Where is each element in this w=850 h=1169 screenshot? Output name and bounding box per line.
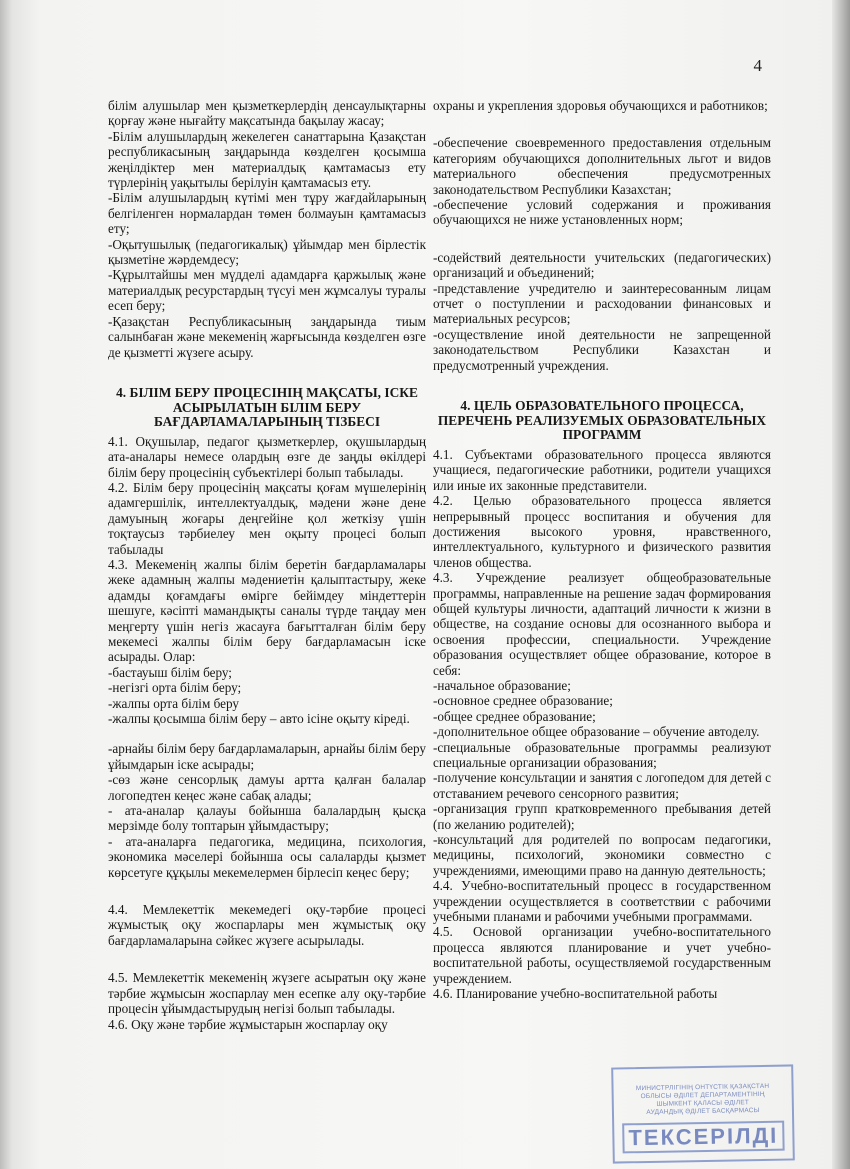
paragraph: -Қазақстан Республикасының заңдарында тиым салынбаған және мекеменің жарғысында көзделген өзге де қызметті жүзеге асыру. bbox=[108, 313, 426, 360]
paragraph: -осуществление иной деятельности не запрещенной законодательством Республики Казахстан и предусмотренный учреждения. bbox=[433, 326, 771, 373]
paragraph: 4.3. Учреждение реализует общеобразовательные программы, направленные на решение задач формирования общей культуры личности, адаптаций личности к жизни в обществе, на создание основы для осознанного выбора и освоения профессии, специальности. Учреждение образования осуществляет общее образование, которое в себя: bbox=[433, 570, 771, 678]
list-item: - ата-аналар қалауы бойынша балалардың қысқа мерзімде болу топтарын ұйымдастыру; bbox=[108, 803, 426, 834]
paragraph: -обеспечение условий содержания и проживания обучающихся не ниже установленных норм; bbox=[433, 197, 771, 228]
list-item: -бастауыш білім беру; bbox=[108, 664, 232, 680]
paragraph: -содействий деятельности учительских (педагогических) организаций и объединений; bbox=[433, 249, 771, 281]
list-item: -организация групп кратковременного пребывания детей (по желанию родителей); bbox=[433, 801, 771, 832]
paragraph: -обеспечение своевременного предоставления отдельным категориям обучающихся дополнительных льгот и видов материального обеспечения предусмотренных законодательством Республики Казахстан; bbox=[433, 135, 771, 197]
page-edge-shadow bbox=[832, 0, 850, 1169]
list-item: -начальное образование; bbox=[433, 677, 571, 693]
right-column-russian bbox=[433, 98, 771, 1002]
list-item: -жалпы қосымша білім беру – авто ісіне оқыту кіреді. bbox=[108, 711, 410, 726]
paragraph: 4.1. Субъектами образовательного процесса являются учащиеся, педагогические работники, родители учащихся или иные их законные представители. bbox=[433, 446, 771, 493]
list-item: -арнайы білім беру бағдарламаларын, арнайы білім беру ұйымдарын іске асырады; bbox=[108, 741, 426, 772]
paragraph: охраны и укрепления здоровья обучающихся и работников; bbox=[433, 98, 768, 113]
paragraph: 4.5. Мемлекеттік мекеменің жүзеге асыратын оқу және тәрбие жұмысын жоспарлау мен есепке алу оқу-тәрбие процесін ұйымдастырудың негізі болып табылады. bbox=[108, 970, 426, 1017]
list-item: -получение консультации и занятия с логопедом для детей с отставанием речевого сенсорного развития; bbox=[433, 770, 771, 801]
stamp-word: ТЕКСЕРІЛДІ bbox=[622, 1121, 784, 1154]
paragraph: 4.4. Учебно-воспитательный процесс в государственном учреждении осуществляется в соответствии с рабочими учебными планами и рабочими учебными программами. bbox=[433, 878, 771, 925]
stamp-line: ШЫМКЕНТ ҚАЛАСЫ ӘДІЛЕТ bbox=[656, 1099, 750, 1108]
left-column-kazakh bbox=[108, 98, 426, 1032]
list-item: -специальные образовательные программы реализуют специальные организации образования; bbox=[433, 739, 771, 770]
paragraph: 4.3. Мекеменің жалпы білім беретін бағдарламалары жеке адамның жалпы мәдениетін қалыптастыру, жеке адамды қоғамдағы өмірге бейімдеу міндеттерін шешуге, кәсіпті мамандықты саналы түрде таңдау мен меңгерту үшін негіз жасауға бағытталған білім беру мекемесі жалпы білім беру бағдарламасын іске асырады. Олар: bbox=[108, 556, 426, 665]
paragraph: 4.5. Основой организации учебно-воспитательного процесса являются планирование и учет учебно-воспитательной работы, осуществляемой государственным учреждением. bbox=[433, 924, 771, 986]
list-item: -консультаций для родителей по вопросам педагогики, медицины, психологий, экономики совместно с учреждениями, имеющими право на данную деятельность; bbox=[433, 832, 771, 878]
stamp-line: МИНИСТРЛІГІНІҢ ОНТҮСТІК ҚАЗАҚСТАН bbox=[635, 1082, 770, 1093]
list-item: -общее среднее образование; bbox=[433, 708, 596, 724]
page-number: 4 bbox=[753, 56, 762, 75]
paragraph: -Құрылтайшы мен мүдделі адамдарға қаржылық және материалдық ресурстардың түсуі мен жұмсалуы туралы есеп беру; bbox=[108, 267, 426, 314]
list-item: -сөз және сенсорлық дамуы артта қалған балалар логопедтен кеңес және сабақ алады; bbox=[108, 772, 426, 803]
list-item: -негізгі орта білім беру; bbox=[108, 680, 242, 696]
section-heading: 4. БІЛІМ БЕРУ ПРОЦЕСІНІҢ МАҚСАТЫ, ІСКЕ АСЫРЫЛАТЫН БІЛІМ БЕРУ БАҒДАРЛАМАЛАРЫНЫҢ ТІЗБЕСІ bbox=[116, 384, 418, 430]
paragraph: 4.4. Мемлекеттік мекемедегі оқу-тәрбие процесі жұмыстық оқу жоспарлары мен жұмыстық оқу бағдарламаларына сәйкес жүзеге асырылады. bbox=[108, 902, 426, 948]
paragraph: 4.6. Оқу және тәрбие жұмыстарын жоспарлау оқу bbox=[108, 1016, 388, 1032]
paragraph: 4.2. Целью образовательного процесса является непрерывный процесс воспитания и обучения для достижения высокого уровня, нравственного, интеллектуального, культурного и физического развития членов общества. bbox=[433, 493, 771, 570]
stamp-line: ОБЛЫСЫ ӘДІЛЕТ ДЕПАРТАМЕНТІНІҢ bbox=[640, 1090, 765, 1101]
paragraph: 4.1. Оқушылар, педагог қызметкерлер, оқушылардың ата-аналары немесе олардың өзге де заңды өкілдері білім беру процесінің субъектілері болып табылады. bbox=[108, 433, 426, 480]
list-item: -основное среднее образование; bbox=[433, 693, 613, 709]
list-item: -дополнительное общее образование – обучение автоделу. bbox=[433, 724, 760, 740]
paragraph: -Білім алушылардың күтімі мен тұру жағдайларының белгіленген нормалардан төмен болмауын қамтамасыз ету; bbox=[108, 190, 426, 237]
paragraph: -Оқытушылық (педагогикалық) ұйымдар мен бірлестік қызметіне жәрдемдесу; bbox=[108, 236, 426, 268]
paragraph: 4.6. Планирование учебно-воспитательной работы bbox=[433, 986, 718, 1002]
paragraph: 4.2. Білім беру процесінің мақсаты қоғам мүшелерінің адамгершілік, интеллектуалдық, мәдени және дене дамуының жоғары деңгейіне қол жеткізу үшін тоқтаусыз тәрбиелеу мен оқыту процесі болып табылады bbox=[108, 479, 426, 557]
paragraph: -представление учредителю и заинтересованным лицам отчет о поступлении и расходовании финансовых и материальных ресурсов; bbox=[433, 280, 771, 327]
list-item: - ата-аналарға педагогика, медицина, психология, экономика мәселері бойынша осы салаларды қызмет көрсетуге құқылы мекемелермен бірлесіп кеңес беру; bbox=[108, 833, 426, 880]
section-heading: 4. ЦЕЛЬ ОБРАЗОВАТЕЛЬНОГО ПРОЦЕССА, ПЕРЕЧЕНЬ РЕАЛИЗУЕМЫХ ОБРАЗОВАТЕЛЬНЫХ ПРОГРАММ bbox=[437, 398, 767, 443]
stamp-line: АУДАНДЫҚ ӘДІЛЕТ БАСҚАРМАСЫ bbox=[646, 1107, 760, 1116]
paragraph: -Білім алушылардың жекелеген санаттарына Қазақстан республикасының заңдарында көзделген қосымша жеңілдіктер мен материалдық қамтамасыз ету түрлерінің уақытылы берілуін қамтамасыз ету. bbox=[108, 128, 426, 191]
verification-stamp bbox=[611, 1064, 795, 1163]
paragraph: білім алушылар мен қызметкерлердің денсаулықтарны қорғау және нығайту мақсатында бақылау жасау; bbox=[108, 98, 426, 129]
list-item: -жалпы орта білім беру bbox=[108, 695, 240, 711]
